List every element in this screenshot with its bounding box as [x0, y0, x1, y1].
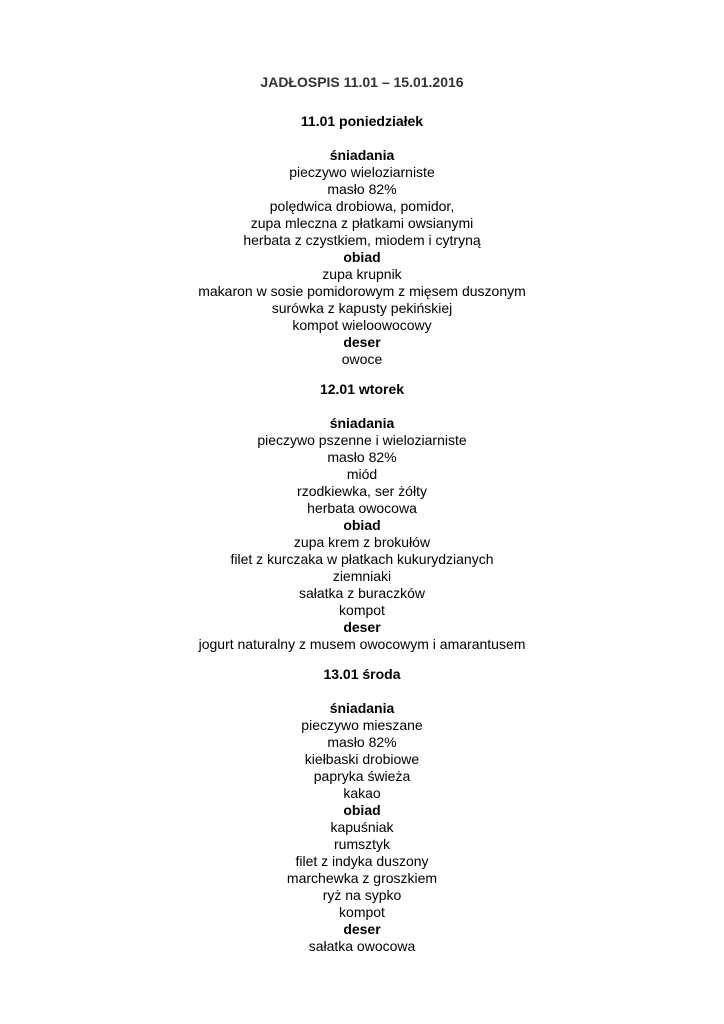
- lunch-item: ryż na sypko: [322, 887, 402, 903]
- breakfast-item: masło 82%: [327, 449, 397, 465]
- lunch-item: ziemniaki: [332, 568, 392, 584]
- dessert-label: deser: [343, 334, 381, 350]
- breakfast-item: masło 82%: [327, 181, 397, 197]
- breakfast-label: śniadania: [329, 147, 395, 163]
- lunch-item: kompot wieloowocowy: [292, 317, 432, 333]
- lunch-item: filet z kurczaka w płatkach kukurydzianych: [230, 551, 494, 567]
- breakfast-item: pieczywo wieloziarniste: [289, 164, 435, 180]
- breakfast-item: masło 82%: [327, 734, 397, 750]
- breakfast-item: kakao: [343, 785, 381, 801]
- lunch-item: filet z indyka duszony: [295, 853, 429, 869]
- breakfast-label: śniadania: [329, 700, 395, 716]
- lunch-item: kapuśniak: [330, 819, 394, 835]
- breakfast-item: pieczywo mieszane: [301, 717, 423, 733]
- lunch-item: zupa krupnik: [322, 266, 402, 282]
- lunch-item: sałatka z buraczków: [298, 585, 426, 601]
- lunch-item: makaron w sosie pomidorowym z mięsem duszonym: [198, 283, 526, 299]
- lunch-label: obiad: [343, 517, 381, 533]
- day-section-monday: [0, 113, 724, 368]
- lunch-item: kompot: [339, 602, 385, 618]
- breakfast-item: herbata z czystkiem, miodem i cytryną: [243, 232, 481, 248]
- lunch-item: surówka z kapusty pekińskiej: [271, 300, 453, 316]
- lunch-item: zupa krem z brokułów: [293, 534, 431, 550]
- lunch-label: obiad: [343, 802, 381, 818]
- breakfast-item: papryka świeża: [313, 768, 411, 784]
- lunch-label: obiad: [343, 249, 381, 265]
- breakfast-item: miód: [346, 466, 378, 482]
- day-heading: 12.01 wtorek: [319, 381, 405, 397]
- day-heading: 13.01 środa: [323, 666, 401, 682]
- dessert-item: sałatka owocowa: [308, 938, 416, 954]
- lunch-item: kompot: [339, 904, 385, 920]
- dessert-label: deser: [343, 619, 381, 635]
- breakfast-item: pieczywo pszenne i wieloziarniste: [257, 432, 467, 448]
- menu-title: JADŁOSPIS 11.01 – 15.01.2016: [260, 74, 464, 90]
- lunch-item: marchewka z groszkiem: [286, 870, 438, 886]
- breakfast-label: śniadania: [329, 415, 395, 431]
- dessert-label: deser: [343, 921, 381, 937]
- breakfast-item: rzodkiewka, ser żółty: [297, 483, 427, 499]
- dessert-item: owoce: [341, 351, 383, 367]
- day-section-wednesday: [0, 666, 724, 955]
- breakfast-item: zupa mleczna z płatkami owsianymi: [250, 215, 474, 231]
- day-section-tuesday: [0, 381, 724, 653]
- lunch-item: rumsztyk: [334, 836, 390, 852]
- breakfast-item: herbata owocowa: [307, 500, 417, 516]
- day-heading: 11.01 poniedziałek: [300, 113, 424, 129]
- breakfast-item: polędwica drobiowa, pomidor,: [269, 198, 455, 214]
- dessert-item: jogurt naturalny z musem owocowym i amarantusem: [198, 636, 526, 652]
- breakfast-item: kiełbaski drobiowe: [304, 751, 420, 767]
